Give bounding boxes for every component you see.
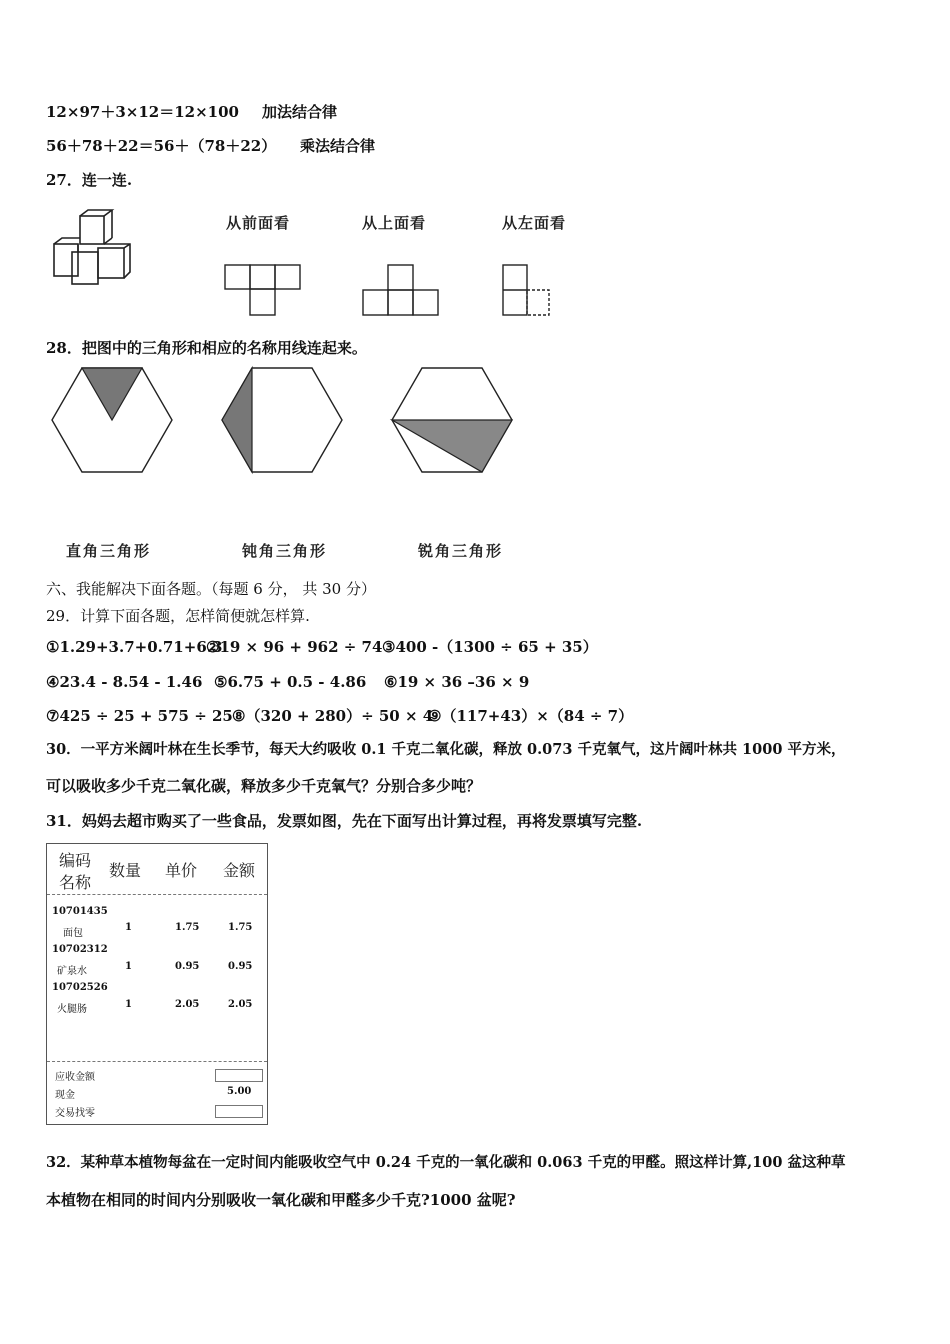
item-code: 10701435 — [52, 906, 108, 917]
law-1: 加法结合律 — [262, 103, 338, 121]
calc-5: ⑤6.75 + 0.5 - 4.86 — [214, 673, 367, 691]
receipt-divider-top — [47, 894, 267, 895]
view-label-top: 从上面看 — [362, 214, 427, 232]
calc-1: ①1.29+3.7+0.71+6.3 — [46, 638, 223, 656]
amount-due-box[interactable] — [215, 1069, 263, 1082]
calc-9: ⑨（117+43）×（84 ÷ 7） — [428, 707, 634, 725]
triangle-label-acute: 锐角三角形 — [418, 542, 504, 560]
calc-3: ③400 -（1300 ÷ 65 + 35） — [382, 638, 598, 656]
question-32-line-1: 32．某种草本植物每盆在一定时间内能吸收空气中 0.24 千克的一氧化碳和 0.063 千克的甲醛。照这样计算,100 盆这种草 — [46, 1154, 846, 1171]
receipt-header-price: 单价 — [165, 861, 198, 880]
cash-label: 现金 — [55, 1090, 75, 1101]
question-27: 27．连一连. — [46, 171, 133, 189]
question-29: 29．计算下面各题，怎样简便就怎样算. — [46, 607, 310, 625]
hexagon-triangle-1 — [48, 364, 176, 476]
calc-2: ②19 × 96 + 962 ÷ 74 — [206, 638, 383, 656]
item-amount: 2.05 — [228, 999, 253, 1010]
item-code: 10702312 — [52, 944, 108, 955]
equation-2: 56＋78＋22＝56＋（78＋22） — [46, 137, 277, 155]
cash-value: 5.00 — [227, 1086, 252, 1097]
calc-7: ⑦425 ÷ 25 + 575 ÷ 25 — [46, 707, 233, 725]
receipt-header-name: 名称 — [59, 873, 92, 892]
question-28: 28．把图中的三角形和相应的名称用线连起来。 — [46, 339, 367, 357]
view-label-front: 从前面看 — [226, 214, 291, 232]
item-qty: 1 — [125, 999, 132, 1010]
receipt-divider-bottom — [47, 1061, 267, 1062]
triangle-label-right: 直角三角形 — [66, 542, 152, 560]
item-amount: 1.75 — [228, 922, 253, 933]
calc-6: ⑥19 × 36 –36 × 9 — [384, 673, 530, 691]
question-32-line-2: 本植物在相同的时间内分别吸收一氧化碳和甲醛多少千克?1000 盆呢? — [46, 1191, 516, 1209]
question-31: 31．妈妈去超市购买了一些食品，发票如图，先在下面写出计算过程，再将发票填写完整. — [46, 812, 643, 830]
section-6-heading: 六、我能解决下面各题。（每题 6 分， 共 30 分） — [46, 580, 376, 598]
receipt-header-code: 编码 — [59, 851, 92, 870]
calc-8: ⑧（320 + 280）÷ 50 × 4 — [232, 707, 434, 725]
view-label-left: 从左面看 — [502, 214, 567, 232]
amount-due-label: 应收金额 — [55, 1072, 95, 1083]
hexagon-triangle-2 — [218, 364, 346, 476]
change-label: 交易找零 — [55, 1108, 95, 1119]
cube-stack-figure — [50, 208, 140, 290]
item-name: 面包 — [63, 928, 83, 939]
receipt-header-amount: 金额 — [223, 861, 256, 880]
law-2: 乘法结合律 — [300, 137, 376, 155]
view-drawing-3 — [500, 262, 556, 318]
item-price: 0.95 — [175, 961, 200, 972]
item-name: 矿泉水 — [57, 966, 87, 977]
question-30-line-2: 可以吸收多少千克二氧化碳，释放多少千克氧气？分别合多少吨？ — [46, 777, 482, 795]
item-code: 10702526 — [52, 982, 108, 993]
item-qty: 1 — [125, 961, 132, 972]
item-qty: 1 — [125, 922, 132, 933]
item-price: 1.75 — [175, 922, 200, 933]
view-drawing-2 — [360, 262, 442, 318]
receipt — [46, 843, 268, 1125]
calc-4: ④23.4 - 8.54 - 1.46 — [46, 673, 203, 691]
item-name: 火腿肠 — [57, 1004, 87, 1015]
item-price: 2.05 — [175, 999, 200, 1010]
question-30-line-1: 30．一平方米阔叶林在生长季节，每天大约吸收 0.1 千克二氧化碳，释放 0.073 千克氧气，这片阔叶林共 1000 平方米， — [46, 741, 846, 758]
receipt-header-qty: 数量 — [109, 861, 142, 880]
item-amount: 0.95 — [228, 961, 253, 972]
change-box[interactable] — [215, 1105, 263, 1118]
equation-1: 12×97＋3×12＝12×100 — [46, 103, 239, 121]
view-drawing-1 — [222, 262, 304, 318]
hexagon-triangle-3 — [388, 364, 516, 476]
triangle-label-obtuse: 钝角三角形 — [242, 542, 328, 560]
